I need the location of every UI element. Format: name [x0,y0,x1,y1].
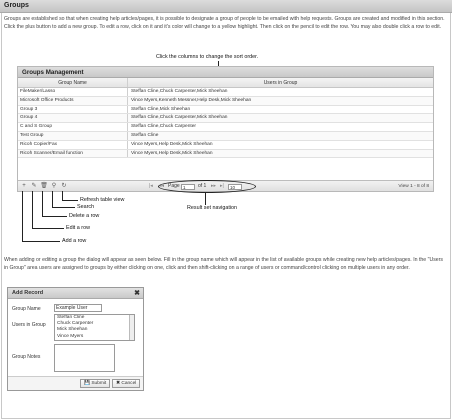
cell-users: Vince Myers,Help Desk,Mick Sheehan [131,141,213,147]
dialog-title: Add Record [12,290,44,296]
cell-group-name: Test Group [18,132,128,140]
cell-group-name: Microsoft Office Products [18,97,128,105]
table-row[interactable] [18,106,433,115]
delete-trash-icon[interactable]: 🗑 [40,183,48,189]
page-of-label: of 1 [198,183,207,189]
intro-paragraph: Groups are established so that when creating help articles/pages, it is possible to designate a group of people to be emailed with help requests. Groups are created and modified in this section. Click the plus button to add a new group. To edit a row, click on it and it's color will change to a yellow highlight. Then click on the pencil to edit the row. You may also double click a row to edit. [4,16,445,30]
table-row[interactable] [18,114,433,123]
group-notes-label: Group Notes [12,354,41,360]
list-item[interactable]: Chuck Carpenter [57,321,94,327]
page-label: Page [168,183,180,189]
group-name-label: Group Name [12,306,41,312]
page-title: Groups [4,2,29,9]
cell-group-name: FileMaker/Lasso [18,88,128,96]
dialog-title-bar [8,288,143,299]
search-callout: Search [77,204,95,210]
cell-users: Steffan Cline [131,132,159,138]
refresh-icon[interactable]: ↻ [61,183,67,189]
edit-callout-line-h [32,228,64,229]
navigation-highlight-ellipse [158,180,256,193]
delete-callout-line-h [42,216,67,217]
delete-callout: Delete a row [69,213,100,219]
delete-callout-line [42,191,43,217]
cancel-label: Cancel [121,381,137,386]
grid-pager [18,180,433,191]
dialog-button-row [8,376,143,390]
list-item[interactable]: Steffan Cline [57,315,85,320]
cell-users: Vince Myers,Help Desk,Mick Sheehan [131,150,213,156]
add-callout: Add a row [62,238,87,244]
listbox-scrollbar[interactable] [129,315,134,340]
cell-users: Steffan Cline,Chuck Carpenter,Mick Sheehan [131,89,228,94]
first-page-icon[interactable]: |◂ [149,183,153,189]
list-item[interactable]: Mick Sheehan [57,327,88,333]
list-item[interactable]: Vince Myers [57,333,84,339]
cell-group-name: C and S Group [18,123,128,131]
view-count-text: View 1 - 8 of 8 [398,184,429,189]
grid-header [18,78,433,88]
cell-users: Steffan Cline,Chuck Carpenter [131,124,196,130]
outro-paragraph: When adding or editing a group the dialog will appear as seen below. Fill in the group name which will appear in the list of available groups while creating new help articles/pages. In the "Users in Group" area users are assigned to groups by either clicking on one, click and then shift-clicking on a range of users or command/control clicking on multiple users in any order. [4,257,443,271]
add-row-icon[interactable]: + [22,183,26,189]
table-row[interactable] [18,141,433,150]
table-row[interactable] [18,123,433,132]
last-page-icon[interactable]: ▸| [220,183,224,189]
refresh-callout: Refresh table view [80,197,125,203]
submit-button[interactable] [80,379,110,388]
cell-users: Vince Myers,Kenneth Messner,Help Desk,Mick Sheehan [131,97,252,103]
users-listbox[interactable] [54,314,135,341]
navigation-callout: Result set navigation [187,205,238,211]
users-in-group-label: Users in Group [12,322,46,328]
cancel-button[interactable] [112,379,140,388]
add-callout-line-h [22,241,60,242]
navigation-callout-line [205,193,206,205]
search-icon[interactable]: ⚲ [51,183,57,189]
group-name-input[interactable]: Example User [54,304,102,312]
table-row[interactable] [18,132,433,141]
column-header-group-name[interactable]: Group Name [18,78,128,87]
submit-label: Submit [91,381,107,386]
table-row[interactable] [18,97,433,106]
table-row[interactable] [18,88,433,97]
group-notes-textarea[interactable] [54,344,115,372]
add-record-dialog [7,287,144,391]
cell-users: Steffan Cline,Chuck Carpenter,Mick Sheehan [131,115,228,121]
column-header-users[interactable]: Users in Group [263,80,298,86]
prev-page-icon[interactable]: ◂◂ [159,183,165,189]
edit-callout-line [32,191,33,229]
search-callout-line-h [52,207,75,208]
save-icon: 💾 [84,381,90,386]
page-header [0,0,452,13]
edit-callout: Edit a row [66,225,90,231]
table-row[interactable] [18,150,433,159]
cell-group-name: Group 3 [18,106,128,114]
cancel-icon: ✖ [116,381,121,386]
cell-group-name: Group 4 [18,114,128,122]
search-callout-line [52,191,53,208]
page-number-input[interactable]: 1 [181,184,195,190]
cell-users: Steffan Cline,Mick Sheehan [131,106,191,112]
next-page-icon[interactable]: ▸▸ [211,183,217,189]
groups-grid [17,66,434,192]
close-icon[interactable]: ✖ [134,290,140,297]
grid-caption: Groups Management [18,67,433,78]
add-callout-line [22,191,23,242]
refresh-callout-line-h [62,200,78,201]
sort-callout: Click the columns to change the sort order. [156,54,259,60]
rows-per-page-select[interactable]: 10 [228,184,242,190]
edit-pencil-icon[interactable]: ✎ [31,183,37,189]
cell-group-name: Ricoh Copier/Fax [18,141,128,149]
cell-group-name: Ricoh Scanner/Email function [18,150,128,158]
